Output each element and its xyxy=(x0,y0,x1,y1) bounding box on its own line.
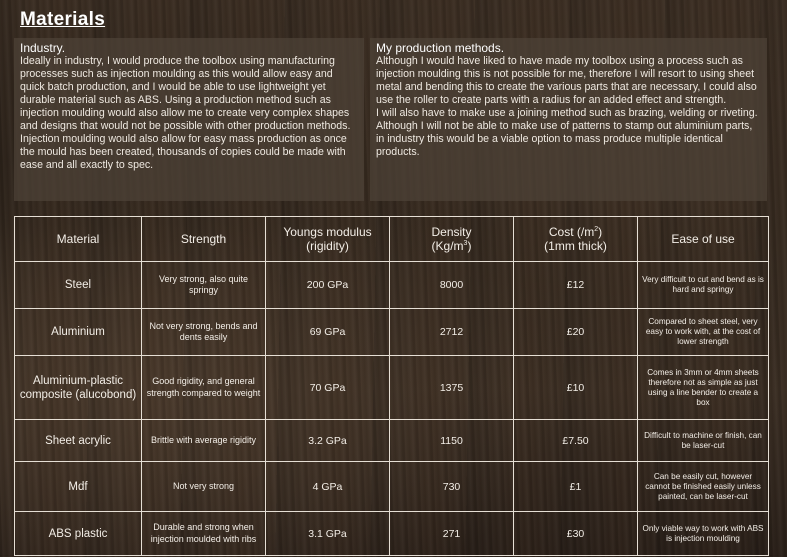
cell-ease-of-use: Very difficult to cut and bend as is hard and springy xyxy=(638,262,769,309)
cell-cost: £12 xyxy=(514,262,638,309)
cell-youngs-modulus: 3.2 GPa xyxy=(266,420,390,462)
header-density-close: ) xyxy=(467,239,472,253)
table-header-row xyxy=(15,217,769,262)
header-youngs-modulus xyxy=(266,217,390,262)
header-youngs-line2: (rigidity) xyxy=(306,239,349,253)
header-cost-close: ) xyxy=(598,225,603,239)
table-row xyxy=(15,420,769,462)
cell-ease-of-use: Comes in 3mm or 4mm sheets therefore not as simple as just using a line bender to create a box xyxy=(638,356,769,420)
cell-ease-of-use: Difficult to machine or finish, can be laser-cut xyxy=(638,420,769,462)
cell-youngs-modulus: 200 GPa xyxy=(266,262,390,309)
industry-panel xyxy=(14,38,364,201)
header-density-sup: 3 xyxy=(463,240,468,247)
cell-density: 8000 xyxy=(390,262,514,309)
cell-youngs-modulus: 70 GPa xyxy=(266,356,390,420)
cell-material: Aluminium xyxy=(15,309,142,356)
cell-material: Aluminium-plastic composite (alucobond) xyxy=(15,356,142,420)
cell-material: Steel xyxy=(15,262,142,309)
header-density xyxy=(390,217,514,262)
cell-cost: £1 xyxy=(514,462,638,512)
production-text xyxy=(376,55,761,159)
cell-density: 730 xyxy=(390,462,514,512)
cell-ease-of-use: Only viable way to work with ABS is injection moulding xyxy=(638,512,769,556)
table-row xyxy=(15,462,769,512)
production-paragraph: Although I will not be able to make use of patterns to stamp out aluminium parts, in industry this would be a viable option to mass produce multiple identical products. xyxy=(376,120,753,158)
industry-text xyxy=(20,55,358,172)
header-cost xyxy=(514,217,638,262)
header-density-line1: Density xyxy=(431,225,472,239)
table-row xyxy=(15,309,769,356)
cell-cost: £20 xyxy=(514,309,638,356)
production-heading: My production methods. xyxy=(376,41,505,55)
cell-strength: Durable and strong when injection moulded with ribs xyxy=(142,512,266,556)
materials-table xyxy=(14,216,769,556)
header-density-unit: (Kg/m xyxy=(431,239,464,253)
industry-heading: Industry. xyxy=(20,41,66,55)
page-title: Materials xyxy=(20,9,106,30)
cell-density: 2712 xyxy=(390,309,514,356)
cell-cost: £10 xyxy=(514,356,638,420)
industry-paragraph: Ideally in industry, I would produce the toolbox using manufacturing processes such as injection moulding as this would allow easy and quick batch production, and I would be able to use lightweight yet durable material such as ABS. Using a production method such as injection moulding would also allow me to create very complex shapes and designs that would not be possible with other production methods. Injection moulding would also allow for easy mass production as once the mould has been created, thousands of copies could be made with ease and all exactly to spec. xyxy=(20,55,351,171)
cell-material: Sheet acrylic xyxy=(15,420,142,462)
cell-cost: £7.50 xyxy=(514,420,638,462)
cell-youngs-modulus: 4 GPa xyxy=(266,462,390,512)
header-cost-sup: 2 xyxy=(594,226,599,233)
header-cost-line1: Cost (/m xyxy=(548,225,595,239)
header-strength: Strength xyxy=(142,217,266,262)
production-panel xyxy=(370,38,767,201)
production-paragraph: Although I would have liked to have made my toolbox using a process such as injection moulding this is not possible for me, therefore I will resort to using sheet metal and bending this to create the various parts that are necessary, I could also use the roller to create parts with a radius for an added effect and strength. xyxy=(376,55,757,106)
cell-strength: Very strong, also quite springy xyxy=(142,262,266,309)
cell-strength: Good rigidity, and general strength compared to weight xyxy=(142,356,266,420)
table-row xyxy=(15,512,769,556)
cell-material: ABS plastic xyxy=(15,512,142,556)
cell-cost: £30 xyxy=(514,512,638,556)
table-row xyxy=(15,356,769,420)
cell-ease-of-use: Can be easily cut, however cannot be finished easily unless painted, can be laser-cut xyxy=(638,462,769,512)
cell-youngs-modulus: 3.1 GPa xyxy=(266,512,390,556)
cell-strength: Brittle with average rigidity xyxy=(142,420,266,462)
header-cost-line2: (1mm thick) xyxy=(544,239,607,253)
cell-material: Mdf xyxy=(15,462,142,512)
cell-density: 1150 xyxy=(390,420,514,462)
header-youngs-line1: Youngs modulus xyxy=(283,225,372,239)
production-paragraph: I will also have to make use a joining method such as brazing, welding or riveting. xyxy=(376,107,758,119)
cell-strength: Not very strong xyxy=(142,462,266,512)
cell-density: 1375 xyxy=(390,356,514,420)
cell-ease-of-use: Compared to sheet steel, very easy to work with, at the cost of lower strength xyxy=(638,309,769,356)
header-material: Material xyxy=(15,217,142,262)
cell-youngs-modulus: 69 GPa xyxy=(266,309,390,356)
header-ease-of-use: Ease of use xyxy=(638,217,769,262)
cell-strength: Not very strong, bends and dents easily xyxy=(142,309,266,356)
cell-density: 271 xyxy=(390,512,514,556)
table-row xyxy=(15,262,769,309)
